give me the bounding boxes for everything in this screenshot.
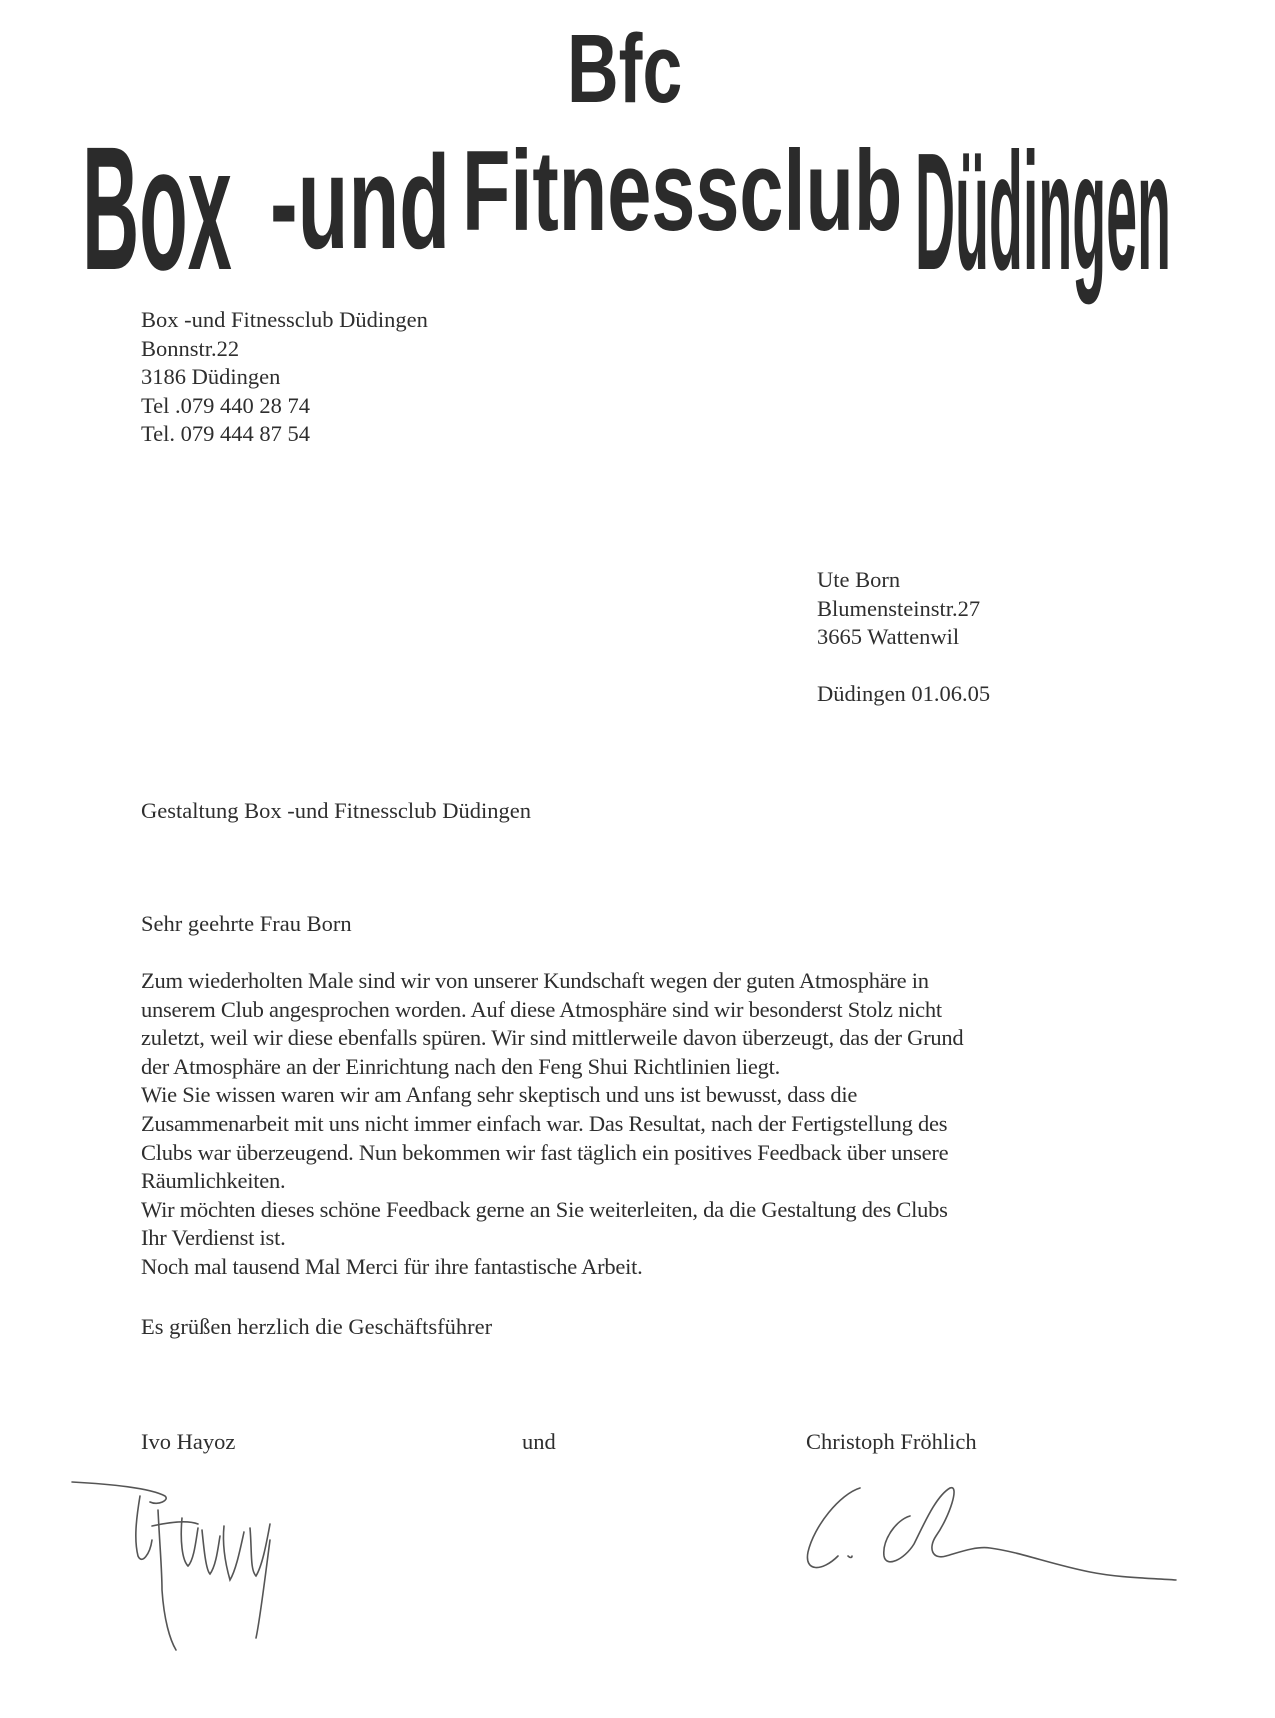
recipient-address [817,566,980,652]
logo-word: Fitnessclub [462,128,903,255]
body-line: Ihr Verdienst ist. [141,1225,286,1251]
letter-body [141,967,963,1282]
recipient-line: 3665 Wattenwil [817,624,960,650]
body-line: zuletzt, weil wir diese ebenfalls spüren. Wir sind mittlerweile davon überzeugt, das der Grund [141,1025,964,1051]
letterhead-logo [0,0,1275,307]
sender-line: Tel .079 440 28 74 [141,392,311,418]
signatory-name-second: Christoph Fröhlich [806,1429,977,1454]
body-line: Wie Sie wissen waren wir am Anfang sehr skeptisch und uns ist bewusst, dass die [141,1082,858,1108]
body-line: Räumlichkeiten. [141,1168,286,1194]
salutation: Sehr geehrte Frau Born [141,911,352,936]
body-line: Wir möchten dieses schöne Feedback gerne an Sie weiterleiten, da die Gestaltung des Clubs [141,1196,948,1222]
body-line: Zum wiederholten Male sind wir von unserer Kundschaft wegen der guten Atmosphäre in [141,968,929,993]
signature-first [70,1470,310,1660]
body-line: unserem Club angesprochen worden. Auf diese Atmosphäre sind wir besonderst Stolz nicht [141,996,942,1022]
recipient-line: Blumensteinstr.27 [817,595,981,621]
signatory-connector: und [522,1429,556,1454]
logo-word: -und [270,129,451,277]
logo-word: Düdingen [915,119,1171,305]
sender-address [141,306,428,449]
signatory-name-first: Ivo Hayoz [141,1429,236,1454]
recipient-line: Ute Born [817,567,901,592]
logo-word: Box [82,111,232,307]
body-line: Zusammenarbeit mit uns nicht immer einfach war. Das Resultat, nach der Fertigstellung des [141,1110,948,1136]
sender-line: 3186 Düdingen [141,364,281,390]
body-line: Noch mal tausend Mal Merci für ihre fantastische Arbeit. [141,1253,643,1279]
body-line: Clubs war überzeugend. Nun bekommen wir fast täglich ein positives Feedback über unsere [141,1139,949,1165]
signature-second [800,1476,1185,1601]
closing: Es grüßen herzlich die Geschäftsführer [141,1314,493,1339]
sender-line: Tel. 079 444 87 54 [141,421,311,447]
body-line: der Atmosphäre an der Einrichtung nach den Feng Shui Richtlinien liegt. [141,1053,780,1079]
letter-subject: Gestaltung Box -und Fitnessclub Düdingen [141,798,531,823]
sender-line: Bonnstr.22 [141,335,240,361]
logo-short-name: Bfc [567,14,683,123]
sender-line: Box -und Fitnessclub Düdingen [141,307,428,332]
letter-date: Düdingen 01.06.05 [817,681,991,706]
